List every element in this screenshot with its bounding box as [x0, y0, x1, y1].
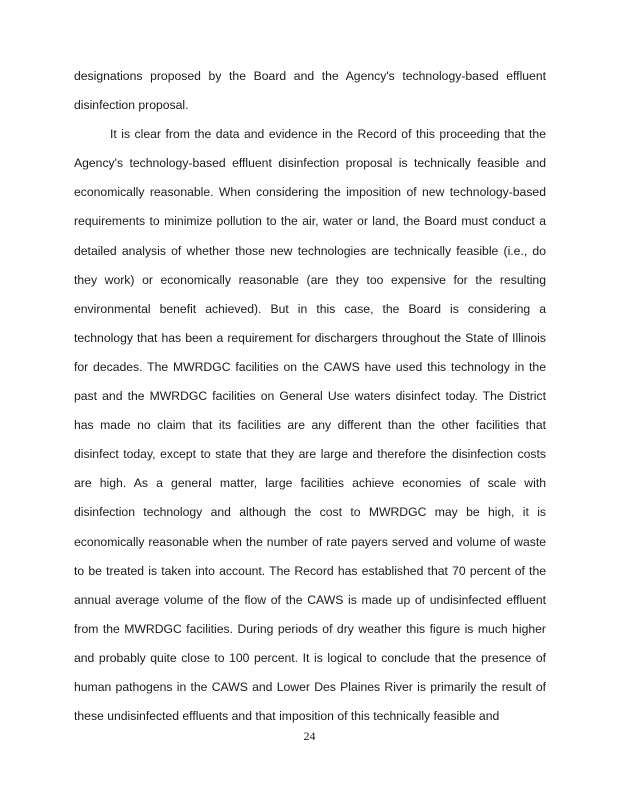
page-number: 24: [303, 729, 316, 743]
paragraph-main: It is clear from the data and evidence in the Record of this proceeding that the Agency's technology-based effluent disinfection proposal is technically feasible and economically reasonable. When considering the imposition of new technology-based requirements to minimize pollution to the air, water or land, the Board must conduct a detailed analysis of whether those new technologies are technically feasible (i.e., do they work) or economically reasonable (are they too expensive for the resulting environmental benefit achieved). But in this case, the Board is considering a technology that has been a requirement for dischargers throughout the State of Illinois for decades. The MWRDGC facilities on the CAWS have used this technology in the past and the MWRDGC facilities on General Use waters disinfect today. The District has made no claim that its facilities are any different than the other facilities that disinfect today, except to state that they are large and therefore the disinfection costs are high. As a general matter, large facilities achieve economies of scale with disinfection technology and although the cost to MWRDGC may be high, it is economically reasonable when the number of rate payers served and volume of waste to be treated is taken into account. The Record has established that 70 percent of the annual average volume of the flow of the CAWS is made up of undisinfected effluent from the MWRDGC facilities. During periods of dry weather this figure is much higher and probably quite close to 100 percent. It is logical to conclude that the presence of human pathogens in the CAWS and Lower Des Plaines River is primarily the result of these undisinfected effluents and that imposition of this technically feasible and: [74, 127, 546, 724]
paragraph-continuation: designations proposed by the Board and the Agency's technology-based effluent disinfection proposal.: [74, 69, 546, 113]
body-text: [74, 62, 546, 731]
